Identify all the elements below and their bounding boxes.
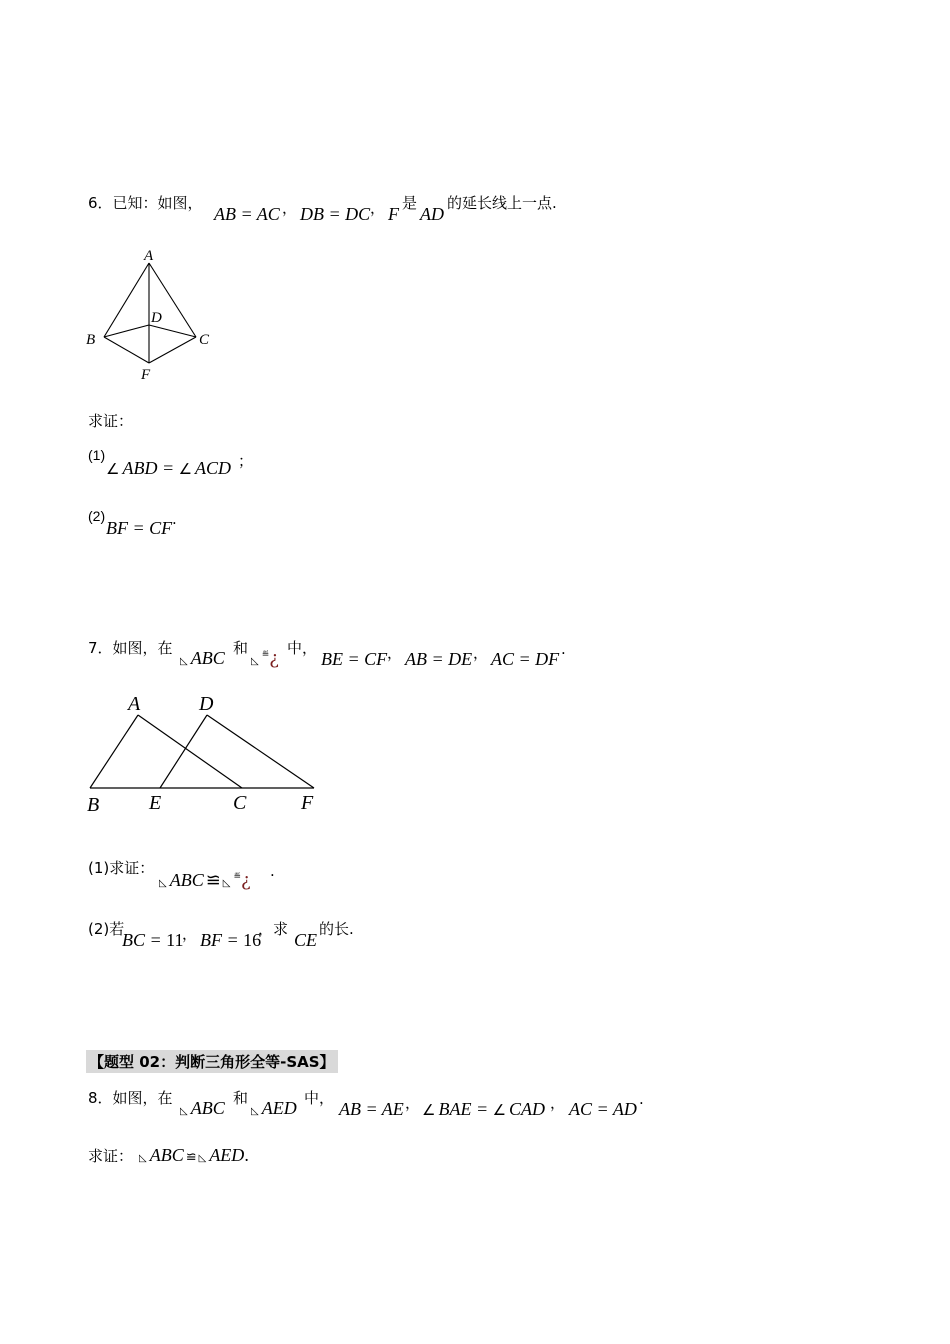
problem-7-condition-1: BE = CF bbox=[321, 649, 388, 669]
triangle-icon: ◺ bbox=[222, 878, 231, 889]
problem-8-condition-2: ∠ BAE = ∠ CAD bbox=[422, 1099, 546, 1119]
problem-6-point-f: F bbox=[388, 204, 399, 224]
problem-8-zhong: 中， bbox=[304, 1089, 335, 1107]
problem-8-number: 8．如图，在 bbox=[88, 1089, 173, 1107]
comma: ， bbox=[182, 925, 198, 943]
congruent-icon: ≌ bbox=[185, 1149, 197, 1164]
problem-7-sub1-label: (1)求证： bbox=[88, 859, 155, 877]
problem-6-number: 6．已知：如图， bbox=[88, 194, 203, 212]
comma: ， bbox=[387, 644, 403, 662]
period: . bbox=[561, 640, 566, 658]
and: 和 bbox=[233, 639, 249, 657]
segment-bf bbox=[104, 337, 149, 363]
problem-6-sub1-math: ∠ ABD = ∠ ACD bbox=[106, 458, 232, 478]
segment-cf bbox=[149, 337, 196, 363]
segment-ed bbox=[160, 715, 207, 788]
problem-7-condition-3: AC = DF bbox=[491, 649, 560, 669]
problem-6-sub1-label: (1) bbox=[88, 447, 106, 463]
problem-7-triangle-def-glitch bbox=[251, 648, 279, 669]
unknown-glyph-icon: ¿ bbox=[269, 648, 279, 669]
unknown-glyph-icon: ¿ bbox=[241, 870, 251, 891]
problem-6-figure bbox=[84, 245, 224, 385]
segment-ab bbox=[104, 263, 149, 337]
angle-icon: ∠ bbox=[422, 1101, 436, 1119]
problem-6-condition-2: DB = DC bbox=[300, 204, 371, 224]
problem-6-is: 是 bbox=[402, 194, 418, 212]
problem-6-sub2-label: (2) bbox=[88, 508, 106, 524]
label-c: C bbox=[233, 792, 247, 814]
angle-icon: ∠ bbox=[178, 460, 193, 478]
problem-6-tail: 的延长线上一点. bbox=[447, 194, 557, 212]
angle-icon: ∠ bbox=[492, 1101, 507, 1119]
problem-7-sub2-qiu: ，求 bbox=[258, 920, 289, 938]
label-d: D bbox=[151, 310, 162, 326]
problem-6-sub2-math: BF = CF bbox=[106, 518, 173, 538]
label-a: A bbox=[144, 248, 154, 264]
triangle-icon: ◺ bbox=[251, 656, 259, 667]
comma: ， bbox=[282, 199, 298, 217]
problem-8-prove-math: ◺ ABC ≌ ◺ AED. bbox=[139, 1145, 249, 1165]
problem-6-condition-1: AB = AC bbox=[214, 204, 280, 224]
section-heading: 【题型 02：判断三角形全等-SAS】 bbox=[86, 1050, 338, 1073]
problem-7-triangle-abc: ◺ ABC bbox=[180, 648, 225, 668]
segment-ba bbox=[90, 715, 138, 788]
problem-8-condition-1: AB = AE bbox=[339, 1099, 404, 1119]
triangle-icon: ◺ bbox=[198, 1153, 207, 1164]
label-b: B bbox=[87, 794, 100, 816]
problem-6-prove: 求证： bbox=[88, 412, 134, 430]
def-symbol-icon: ≝ bbox=[233, 871, 242, 881]
def-symbol-icon: ≝ bbox=[261, 649, 270, 659]
problem-7-zhong: 中， bbox=[287, 639, 318, 657]
segment-ac bbox=[138, 715, 242, 788]
triangle-icon: ◺ bbox=[251, 1106, 259, 1117]
problem-7-figure bbox=[82, 688, 332, 818]
comma: ， bbox=[370, 199, 386, 217]
label-f: F bbox=[141, 367, 151, 383]
problem-7-sub2-label: (2)若 bbox=[88, 920, 125, 938]
segment-df bbox=[207, 715, 314, 788]
period: . bbox=[172, 510, 177, 528]
problem-6-segment-ad: AD bbox=[420, 204, 444, 224]
problem-8-prove: 求证： bbox=[88, 1147, 134, 1165]
label-a: A bbox=[128, 693, 141, 715]
congruent-icon: ≌ bbox=[205, 870, 221, 890]
problem-7-sub2-math-2: BF = 16 bbox=[200, 930, 262, 950]
period: . bbox=[639, 1090, 644, 1108]
triangle-icon: ◺ bbox=[180, 1106, 188, 1117]
problem-7-sub1-math: ◺ ABC ≌ ◺≝¿ bbox=[159, 870, 251, 891]
angle-icon: ∠ bbox=[106, 460, 120, 478]
problem-7-condition-2: AB = DE bbox=[405, 649, 473, 669]
triangle-icon: ◺ bbox=[159, 878, 167, 889]
problem-7-sub2-tail: 的长. bbox=[319, 920, 354, 938]
problem-8-triangle-abc: ◺ ABC bbox=[180, 1098, 225, 1118]
period: . bbox=[270, 862, 275, 880]
label-c: C bbox=[199, 332, 210, 348]
comma: ， bbox=[550, 1094, 566, 1112]
comma: ， bbox=[405, 1094, 421, 1112]
triangle-icon: ◺ bbox=[180, 656, 188, 667]
label-f: F bbox=[301, 792, 314, 814]
problem-8-triangle-aed: ◺ AED bbox=[251, 1098, 297, 1118]
label-e: E bbox=[149, 792, 162, 814]
and: 和 bbox=[233, 1089, 249, 1107]
problem-8-condition-3: AC = AD bbox=[569, 1099, 637, 1119]
triangle-icon: ◺ bbox=[139, 1153, 147, 1164]
problem-7-sub2-math-1: BC = 11 bbox=[122, 930, 184, 950]
semicolon: ； bbox=[238, 452, 254, 470]
label-d: D bbox=[199, 693, 214, 715]
problem-7-sub2-math-3: CE bbox=[294, 930, 318, 950]
problem-7-number: 7．如图，在 bbox=[88, 639, 173, 657]
comma: ， bbox=[473, 644, 489, 662]
label-b: B bbox=[86, 332, 96, 348]
